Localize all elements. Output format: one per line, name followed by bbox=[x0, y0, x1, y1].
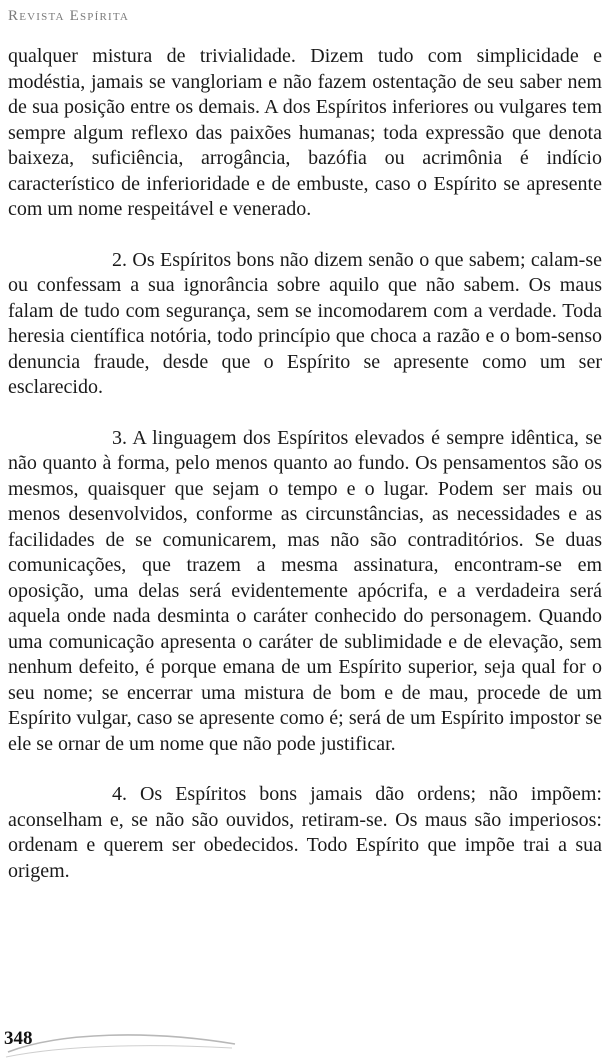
paragraph-item-4: 4. Os Espíritos bons jamais dão ordens; não impõem: aconselham e, se não são ouvidos, retiram-se. Os maus são imperiosos: ordenam e querem ser obedecidos. Todo Espírito que impõe trai a sua origem. bbox=[8, 783, 602, 882]
body-text bbox=[8, 44, 602, 884]
swoosh-ornament bbox=[0, 1030, 240, 1060]
running-head: Revista Espírita bbox=[8, 8, 130, 24]
paragraph-item-3: 3. A linguagem dos Espíritos elevados é sempre idêntica, se não quanto à forma, pelo menos quanto ao fundo. Os pensamentos são os mesmos, quaisquer que sejam o tempo e o lugar. Podem ser mais ou menos desenvolvidos, conforme as circunstâncias, as necessidades e as facilidades de se comunicarem, mas não são contraditórios. Se duas comunicações, que trazem a mesma assinatura, encontram-se em oposição, uma delas será evidentemente apócrifa, e a verdadeira será aquela onde nada desminta o caráter conhecido do personagem. Quando uma comunicação apresenta o caráter de sublimidade e de elevação, sem nenhum defeito, é porque emana de um Espírito superior, seja qual for o seu nome; se encerrar uma mistura de bom e de mau, procede de um Espírito vulgar, caso se apresente como é; será de um Espírito impostor se ele se ornar de um nome que não pode justificar. bbox=[8, 426, 602, 755]
page-number: 348 bbox=[4, 1028, 33, 1049]
paragraph-item-2: 2. Os Espíritos bons não dizem senão o que sabem; calam-se ou confessam a sua ignorância sobre aquilo que não sabem. Os maus falam de tudo com segurança, sem se incomodarem com a verdade. Toda heresia científica notória, todo princípio que choca a razão e o bom-senso denuncia fraude, desde que o Espírito se apresente como um ser esclarecido. bbox=[8, 248, 602, 398]
paragraph-continuation: qualquer mistura de trivialidade. Dizem tudo com simplicidade e modéstia, jamais se vangloriam e não fazem ostentação de seu saber nem de sua posição entre os demais. A dos Espíritos inferiores ou vulgares tem sempre algum reflexo das paixões humanas; toda expressão que denota baixeza, suficiência, arrogância, bazófia ou acrimônia é indício característico de inferioridade e de embuste, caso o Espírito se apresente com um nome respeitável e venerado. bbox=[8, 45, 602, 220]
